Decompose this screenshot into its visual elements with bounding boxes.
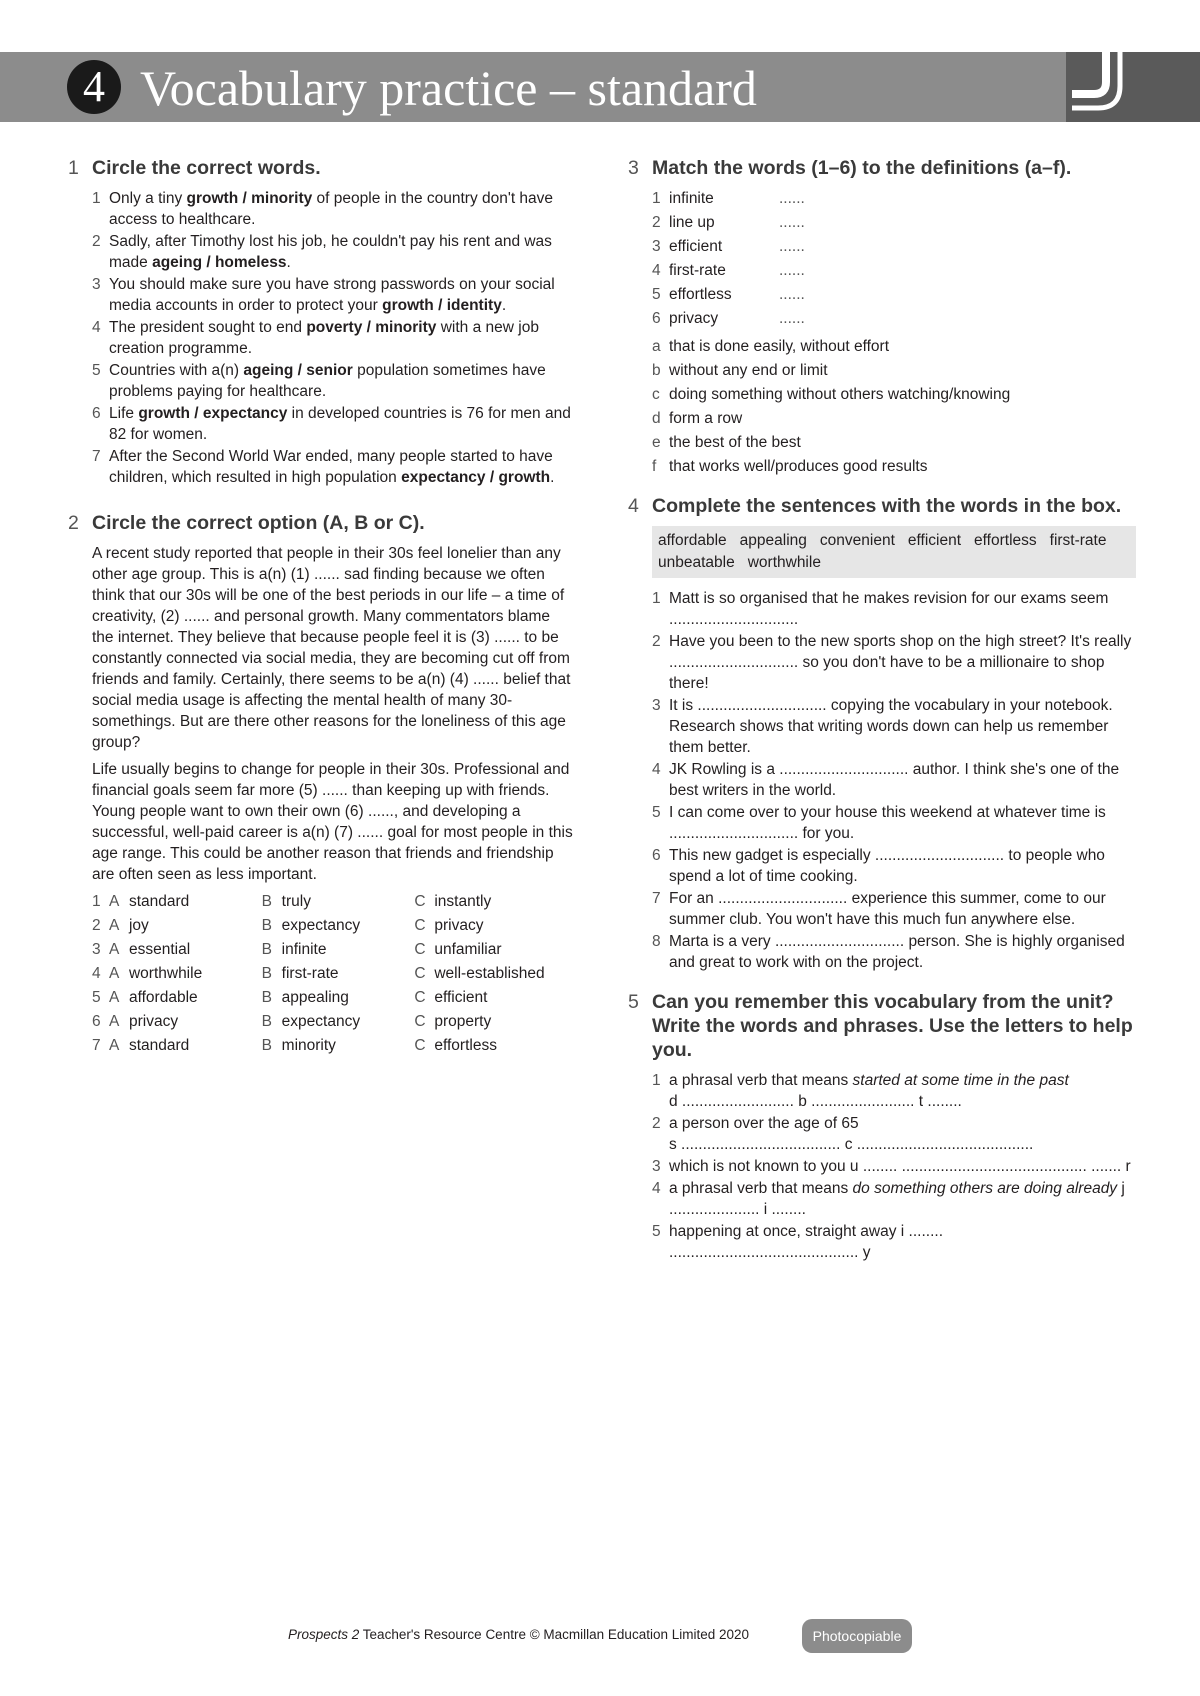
word-choice[interactable]: growth / minority [186,190,313,207]
word-box [652,526,1136,578]
item-number: 6 [652,847,661,864]
definition-letter: c [652,386,660,403]
definition-text: form a row [669,410,743,427]
item-number: 3 [92,276,101,293]
exercise-3-heading [628,156,1136,180]
item-text [109,360,574,402]
word-choice[interactable]: growth / expectancy [138,405,288,422]
item-text [109,231,574,273]
option-word: standard [128,1037,190,1054]
exercise-instruction: Match the words (1–6) to the definitions (a–f). [652,157,1072,179]
item-number: 2 [92,233,101,250]
match-word: privacy [669,310,719,327]
option-letter: B [261,989,272,1006]
exercise-4-items [652,588,1136,973]
item-text-before: The president sought to end [109,319,307,336]
option-row [92,963,574,987]
option-number: 6 [92,1013,101,1030]
definition-row [652,456,1136,480]
item-text[interactable]: This new gadget is especially .............................. to people who spend a lot of time cooking. [669,847,1105,885]
match-word: effortless [669,286,732,303]
option-word: unfamiliar [434,941,502,958]
item-text[interactable]: It is .............................. copying the vocabulary in your notebook. Research shows that writing words down can help us remember them better. [669,697,1113,756]
option-letter: C [414,917,426,934]
item-text [109,403,574,445]
option-word: property [434,1013,492,1030]
item-number: 7 [92,448,101,465]
list-item [652,1156,1136,1177]
option-row [92,915,574,939]
item-text-before: Life [109,405,139,422]
option-letter: C [414,965,426,982]
item-text-before: After the Second World War ended, many people started to have children, which resulted in high population [109,448,553,486]
option-row [92,1011,574,1035]
exercise-2-paragraph-2: Life usually begins to change for people in their 30s. Professional and financial goals seem far more (5) ...... than keeping up with friends. Young people want to own their own (6) ......, and developing a successful, well-paid career is a(n) (7) ...... goal for most people in this age range. This could be another reason that friends and friendship are often seen as less important. [92,761,573,883]
exercise-2-paragraph-1: A recent study reported that people in their 30s feel lonelier than any other age group. This is a(n) (1) ...... sad finding because we often think that our 30s will be one of the best periods in our life – a time of creativity, (2) ...... and personal growth. Many commentators blame the internet. They believe that because people feel it is (3) ...... to be constantly connected via social media, they are becoming cut off from friends and family. Certainly, there seems to be a(n) (4) ...... belief that social media usage is affecting the mental health of many 30-somethings. But are there other reasons for the loneliness of this age group? [92,545,571,751]
list-item [652,631,1136,694]
item-number: 6 [92,405,101,422]
item-text-italic: started at some time in the past [852,1072,1069,1089]
item-number: 1 [652,1072,661,1089]
definition-letter: f [652,458,657,475]
option-a[interactable] [109,1035,262,1059]
exercise-2-heading [68,511,574,535]
option-a[interactable] [109,891,262,915]
item-number: 5 [652,804,661,821]
option-letter: B [261,917,272,934]
answer-blank[interactable]: d .......................... b ........................ t ........ [669,1093,962,1110]
list-item [652,695,1136,758]
list-item [652,1221,1136,1263]
option-letter: B [261,1037,272,1054]
item-text-before: Only a tiny [109,190,187,207]
list-item [652,888,1136,930]
option-c[interactable] [414,1011,574,1035]
item-text [109,317,574,359]
option-c[interactable] [414,939,574,963]
item-text-after: . [286,254,291,271]
exercise-1-heading [68,156,574,180]
box-word: convenient [819,532,895,549]
option-row [92,939,574,963]
option-a[interactable] [109,963,262,987]
option-word: joy [128,917,149,934]
box-word: effortless [974,532,1037,549]
option-c[interactable] [414,915,574,939]
option-word: worthwhile [128,965,203,982]
word-choice[interactable]: expectancy / growth [401,469,551,486]
option-letter: A [108,917,120,934]
option-letter: C [414,893,426,910]
option-c[interactable] [414,963,574,987]
book-title: Prospects 2 [288,1627,360,1642]
item-number: 3 [652,1158,661,1175]
definition-row [652,432,1136,456]
item-text-after: population sometimes have problems paying for healthcare. [109,362,546,400]
list-item [92,274,574,316]
exercise-4-heading [628,494,1136,518]
option-a[interactable] [109,939,262,963]
item-text-italic: do something others are doing already [852,1180,1118,1197]
answer-blank[interactable]: ...... [779,262,805,279]
item-number: 8 [652,933,661,950]
item-text-after: . [550,469,555,486]
option-c[interactable] [414,987,574,1011]
option-letter: C [414,989,426,1006]
exercise-instruction: Circle the correct words. [92,157,321,179]
item-number: 6 [652,310,661,327]
item-text[interactable]: Have you been to the new sports shop on the high street? It's really .............................. so you don't have to be a millionaire to shop there! [669,633,1132,692]
exercise-3-definitions [628,336,1136,480]
option-letter: A [108,1037,120,1054]
match-word: infinite [669,190,714,207]
option-letter: A [108,893,120,910]
left-column [68,156,574,1059]
definition-letter: b [652,362,661,379]
exercise-number: 3 [628,157,639,179]
exercise-instruction: Can you remember this vocabulary from the unit? Write the words and phrases. Use the letters to help you. [652,991,1133,1061]
option-number: 3 [92,941,101,958]
right-column [628,156,1136,1264]
item-number: 5 [92,362,101,379]
item-text-before: Sadly, after Timothy lost his job, he couldn't pay his rent and was made [109,233,552,271]
option-b[interactable] [262,963,415,987]
definition-letter: d [652,410,661,427]
option-c[interactable] [414,1035,574,1059]
answer-blank[interactable]: ...... [779,238,805,255]
item-text-after: of people in the country don't have access to healthcare. [109,190,554,228]
answer-blank[interactable]: ...... [779,214,805,231]
list-item [92,360,574,402]
item-text [109,188,574,230]
page-title: Vocabulary practice – standard [140,60,757,116]
option-a[interactable] [109,987,262,1011]
definition-text: the best of the best [669,434,801,451]
option-word: effortless [434,1037,497,1054]
footer-copyright [288,1627,749,1642]
item-number: 4 [652,262,661,279]
item-text[interactable] [669,1070,1136,1112]
item-number: 2 [652,633,661,650]
item-number: 7 [652,890,661,907]
item-text [109,446,574,488]
item-number: 4 [652,761,661,778]
item-number: 3 [652,697,661,714]
item-text-after: . [501,297,507,314]
option-letter: C [414,1037,426,1054]
exercise-instruction: Complete the sentences with the words in the box. [652,495,1122,517]
box-word: worthwhile [747,554,821,571]
item-text-before: happening at once, straight away i ........ ............................................ y [669,1223,943,1261]
item-number: 1 [92,190,101,207]
photocopiable-badge: Photocopiable [802,1619,912,1653]
list-item [652,845,1136,887]
exercise-2-options [68,891,574,1059]
list-item [92,231,574,273]
item-text[interactable]: For an .............................. experience this summer, come to our summer club. You won't have this much fun anywhere else. [669,890,1106,928]
item-text-after: with a new job creation programme. [109,319,539,357]
match-word: line up [669,214,715,231]
answer-blank[interactable]: ...... [779,310,805,327]
answer-blank[interactable]: ...... [779,190,805,207]
option-letter: C [414,1013,426,1030]
list-item [652,1070,1136,1112]
list-item [652,802,1136,844]
item-text-after: in developed countries is 76 for men and 82 for women. [109,405,571,443]
option-word: infinite [281,941,327,958]
answer-blank[interactable]: s ..................................... c ......................................... [669,1136,1034,1153]
exercise-number: 1 [68,157,79,179]
option-letter: B [261,1013,272,1030]
option-c[interactable] [414,891,574,915]
item-text-before: a phrasal verb that means [669,1072,853,1089]
option-b[interactable] [262,1035,415,1059]
item-number: 5 [652,286,661,303]
item-text-before: You should make sure you have strong passwords on your social media accounts in order to protect your [109,276,555,314]
list-item [652,1178,1136,1220]
option-letter: A [108,965,120,982]
item-number: 4 [652,1180,661,1197]
option-a[interactable] [109,1011,262,1035]
definition-letter: a [652,338,661,355]
option-letter: A [108,989,120,1006]
list-item [652,931,1136,973]
option-word: essential [128,941,191,958]
definition-row [652,384,1136,408]
definition-text: without any end or limit [669,362,828,379]
exercise-5-heading [628,990,1136,1062]
item-text[interactable]: JK Rowling is a .............................. author. I think she's one of the best writers in the world. [669,761,1120,799]
word-choice[interactable]: ageing / senior [243,362,353,379]
item-number: 2 [652,214,661,231]
list-item [92,446,574,488]
option-number: 2 [92,917,101,934]
option-b[interactable] [262,891,415,915]
option-number: 1 [92,893,101,910]
option-letter: C [414,941,426,958]
box-word: appealing [739,532,807,549]
option-word: expectancy [281,1013,361,1030]
option-b[interactable] [262,939,415,963]
item-number: 5 [652,1223,661,1240]
match-word: efficient [669,238,723,255]
box-word: unbeatable [658,554,735,571]
definition-letter: e [652,434,661,451]
box-word: first-rate [1049,532,1107,549]
item-text[interactable]: Matt is so organised that he makes revision for our exams seem .............................. [669,590,1109,628]
word-choice[interactable]: ageing / homeless [152,254,287,271]
option-letter: A [108,941,120,958]
list-item [92,317,574,359]
option-letter: B [261,893,272,910]
item-text[interactable] [669,1156,1136,1177]
exercise-number: 5 [628,991,639,1013]
item-text-before: which is not known to you u ........ ........................................... ....... r [669,1158,1131,1175]
match-word: first-rate [669,262,726,279]
corner-hook-icon [1066,52,1132,122]
definition-row [652,408,1136,432]
option-b[interactable] [262,1011,415,1035]
option-letter: A [108,1013,120,1030]
option-row [92,987,574,1011]
item-text[interactable] [669,1221,1136,1263]
match-word-row [652,188,1136,212]
item-number: 4 [92,319,101,336]
definition-text: that is done easily, without effort [669,338,889,355]
definition-text: doing something without others watching/knowing [669,386,1011,403]
option-word: expectancy [281,917,361,934]
item-text [109,274,574,316]
option-word: appealing [281,989,349,1006]
list-item [652,759,1136,801]
item-text[interactable] [669,1178,1136,1220]
unit-number: 4 [67,60,121,114]
word-choice[interactable]: growth / identity [382,297,502,314]
list-item [652,588,1136,630]
option-number: 7 [92,1037,101,1054]
item-text-before: a person over the age of 65 [669,1115,859,1132]
exercise-number: 4 [628,495,639,517]
option-word: affordable [128,989,198,1006]
word-choice[interactable]: poverty / minority [306,319,437,336]
copyright-text: Teacher's Resource Centre © Macmillan Education Limited 2020 [359,1627,750,1642]
definition-text: that works well/produces good results [669,458,928,475]
item-number: 1 [652,190,661,207]
option-row [92,891,574,915]
option-word: minority [281,1037,336,1054]
option-number: 5 [92,989,101,1006]
definition-row [652,336,1136,360]
option-number: 4 [92,965,101,982]
list-item [652,1113,1136,1155]
item-number: 1 [652,590,661,607]
option-letter: B [261,965,272,982]
match-word-row [652,284,1136,308]
option-row [92,1035,574,1059]
option-b[interactable] [262,987,415,1011]
match-word-row [652,236,1136,260]
match-word-row [652,212,1136,236]
option-word: truly [281,893,311,910]
item-number: 2 [652,1115,661,1132]
item-text-before: a phrasal verb that means [669,1180,853,1197]
option-word: privacy [128,1013,179,1030]
match-word-row [652,260,1136,284]
answer-blank[interactable]: ...... [779,286,805,303]
list-item [92,403,574,445]
box-word: affordable [658,532,727,549]
item-text[interactable]: Marta is a very .............................. person. She is highly organised and great to work with on the project. [669,933,1125,971]
list-item [92,188,574,230]
option-a[interactable] [109,915,262,939]
option-word: privacy [434,917,484,934]
exercise-instruction: Circle the correct option (A, B or C). [92,512,425,534]
exercise-5-items [652,1070,1136,1263]
option-word: efficient [434,989,488,1006]
item-text-after: j ..................... i ........ [669,1180,1125,1218]
exercise-3-words [628,188,1136,332]
item-text[interactable] [669,1113,1136,1155]
match-word-row [652,308,1136,332]
item-text-before: Countries with a(n) [109,362,244,379]
option-word: well-established [434,965,545,982]
option-word: standard [128,893,190,910]
option-b[interactable] [262,915,415,939]
definition-row [652,360,1136,384]
item-number: 3 [652,238,661,255]
exercise-1-items [92,188,574,488]
option-letter: B [261,941,272,958]
option-word: instantly [434,893,492,910]
box-word: efficient [907,532,962,549]
option-word: first-rate [281,965,339,982]
exercise-number: 2 [68,512,79,534]
item-text[interactable]: I can come over to your house this weekend at whatever time is .............................. for you. [669,804,1106,842]
